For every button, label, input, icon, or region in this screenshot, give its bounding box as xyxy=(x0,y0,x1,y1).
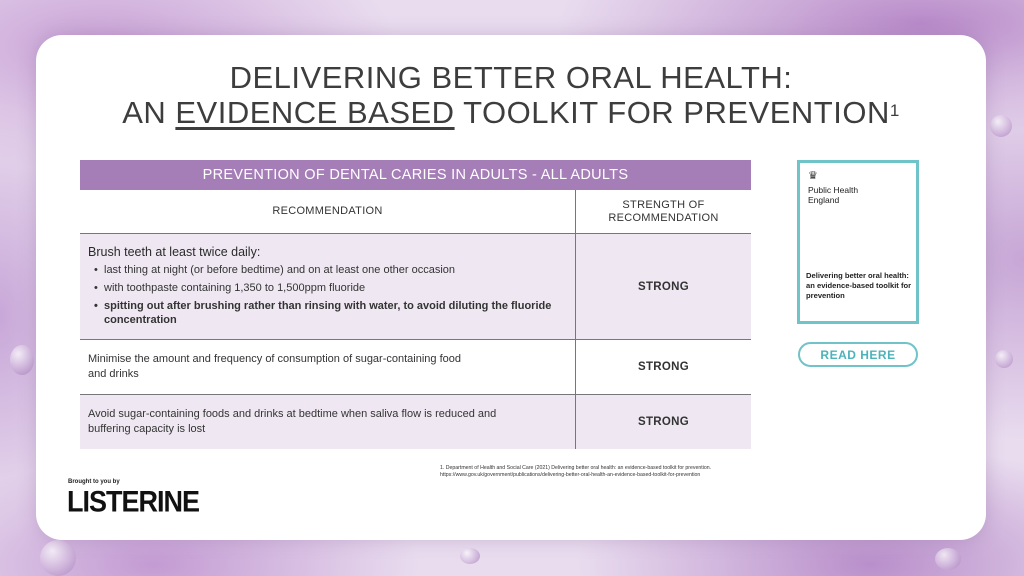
header-strength-label: STRENGTH OF RECOMMENDATION xyxy=(608,198,719,224)
header-strength xyxy=(576,190,751,233)
read-here-button[interactable]: READ HERE xyxy=(798,342,918,367)
table-row xyxy=(80,395,751,449)
title-line-2 xyxy=(36,95,986,130)
table-header-row xyxy=(80,190,751,234)
table-row xyxy=(80,340,751,395)
table-band-title: PREVENTION OF DENTAL CARIES IN ADULTS - ALL ADULTS xyxy=(80,160,751,190)
footnote-marker: 1 xyxy=(889,101,900,120)
recommendation-text: Avoid sugar-containing foods and drinks at bedtime when saliva flow is reduced and buffering capacity is lost xyxy=(88,408,497,435)
recommendation-bullet: • with toothpaste containing 1,350 to 1,500ppm fluoride xyxy=(88,281,567,295)
recommendation-bullet: • last thing at night (or before bedtime) and on at least one other occasion xyxy=(88,263,567,277)
brought-by-label: Brought to you by xyxy=(68,479,120,485)
bubble-decoration xyxy=(460,548,480,564)
strength-cell: STRONG xyxy=(638,416,689,428)
bubble-decoration xyxy=(990,115,1012,137)
recommendation-cell xyxy=(80,234,576,339)
recommendation-table xyxy=(80,160,751,449)
recommendation-text: Minimise the amount and frequency of consumption of sugar-containing food and drinks xyxy=(88,353,461,380)
recommendation-lead: Brush teeth at least twice daily: xyxy=(88,245,261,259)
bubble-decoration xyxy=(995,350,1013,368)
bubble-decoration xyxy=(10,345,34,375)
table-row xyxy=(80,234,751,340)
footnote-url[interactable]: https://www.gov.uk/government/publications/delivering-better-oral-health-an-evidence-based-toolkit-for-prevention xyxy=(440,472,701,478)
cover-org: Public Health England xyxy=(808,185,859,205)
title-line-1: DELIVERING BETTER ORAL HEALTH: xyxy=(229,60,793,95)
listerine-logo: LISTERINE xyxy=(67,485,200,519)
strength-cell: STRONG xyxy=(638,280,689,293)
recommendation-bullet: • spitting out after brushing rather than rinsing with water, to avoid diluting the fluoride concentration xyxy=(88,299,567,327)
recommendation-cell xyxy=(80,395,576,449)
bubble-decoration xyxy=(40,540,76,576)
page-title xyxy=(36,60,986,130)
crown-crest-icon: ♛ xyxy=(808,170,818,182)
cover-title: Delivering better oral health: an evidence-based toolkit for prevention xyxy=(806,271,912,300)
footnote xyxy=(440,465,760,479)
title-prefix: AN xyxy=(122,95,176,130)
title-underlined: EVIDENCE BASED xyxy=(175,95,455,130)
title-suffix: TOOLKIT FOR PREVENTION xyxy=(454,95,890,130)
bubble-decoration xyxy=(935,548,961,570)
strength-cell: STRONG xyxy=(638,361,689,373)
toolkit-cover-thumbnail[interactable] xyxy=(797,160,919,324)
footnote-citation: 1. Department of Health and Social Care (2021) Delivering better oral health: an evidence-based toolkit for prevention. xyxy=(440,465,712,471)
header-recommendation: RECOMMENDATION xyxy=(80,190,576,233)
recommendation-cell xyxy=(80,340,576,394)
